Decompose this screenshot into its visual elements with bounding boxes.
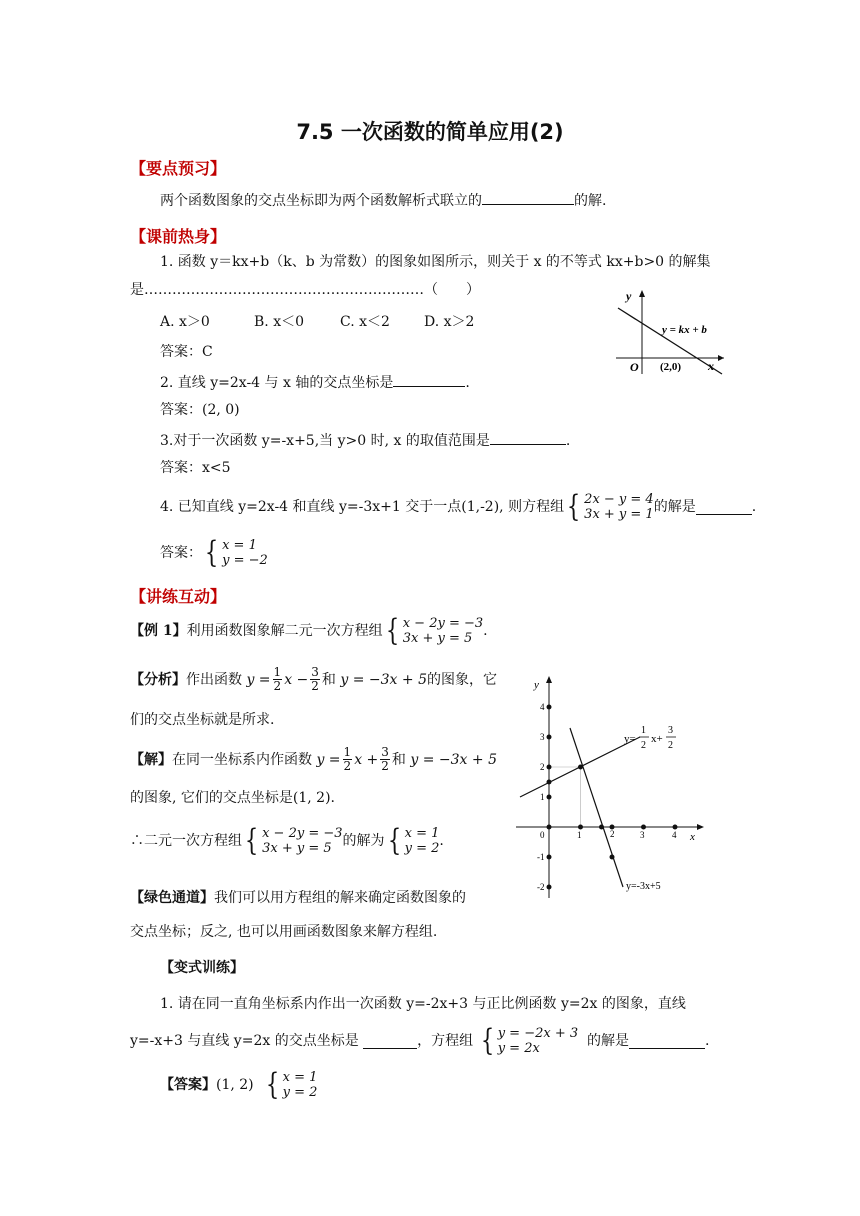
green-channel-line-1: 【绿色通道】我们可以用方程组的解来确定函数图象的: [130, 890, 466, 906]
origin-label: O: [630, 360, 639, 374]
variant-question-1: 1. 请在同一直角坐标系内作出一次函数 y=-2x+3 与正比例函数 y=2x 的图象，直线: [160, 996, 686, 1012]
x-axis-label: x: [708, 359, 714, 373]
y-tick-1: 1: [540, 792, 545, 802]
line-1-label-frac2-d: 2: [668, 740, 673, 751]
x-tick-3: 3: [640, 830, 645, 840]
conclusion: ∴二元一次方程组 { x − 2y = −3 3x + y = 5 的解为 { x = 1 y = 2 .: [130, 823, 444, 858]
answer-2: 答案：(2, 0): [160, 402, 240, 418]
section-heading-warmup: 【课前热身】: [130, 227, 227, 246]
green-channel-line-2: 交点坐标；反之, 也可以用画函数图象来解方程组.: [130, 924, 438, 940]
question-4-text: 4. 已知直线 y=2x-4 和直线 y=-3x+1 交于一点(1,-2), 则方程组 { 2x − y = 4 3x + y = 1 的解是 .: [160, 489, 757, 524]
preview-text: 两个函数图象的交点坐标即为两个函数解析式联立的 的解.: [160, 190, 606, 211]
line-equation-label: y = kx + b: [662, 324, 707, 336]
figure-kx-plus-b: [610, 286, 730, 378]
question-2-text: 2. 直线 y=2x-4 与 x 轴的交点坐标是 .: [160, 372, 470, 393]
solution-line-2: 的图象, 它们的交点坐标是(1, 2).: [130, 790, 335, 806]
x-axis-label: x: [690, 831, 695, 843]
question-3-text: 3.对于一次函数 y=-x+5,当 y>0 时, x 的取值范围是 .: [160, 430, 570, 451]
solution-line-1: 【解】 在同一坐标系内作函数 y = $\frac{1}{2}$ x + $\frac{3}{2}$ 和 y = −3x + 5: [130, 745, 497, 773]
line-1-label-frac-d: 2: [641, 740, 646, 751]
question-1-text-cont: 是……………………………………………………（ ）: [130, 282, 480, 298]
y-axis-label: y: [534, 679, 539, 691]
section-heading-practice: 【讲练互动】: [130, 587, 227, 606]
page-title: 7.5 一次函数的简单应用(2): [296, 120, 564, 144]
option-b: B. x＜0: [254, 314, 304, 330]
variant-answer: 【答案】 (1, 2) { x = 1 y = 2: [160, 1067, 318, 1102]
answer-1: 答案：C: [160, 344, 213, 360]
variant-heading: 【变式训练】: [160, 960, 244, 976]
intersection-point: [578, 765, 583, 770]
option-d: D. x＞2: [424, 314, 475, 330]
y-tick-3: 3: [540, 732, 545, 742]
y-tick-neg1: -1: [537, 852, 545, 862]
y-tick-2: 2: [540, 762, 545, 772]
x-tick-2: 2: [610, 829, 615, 839]
x-tick-4: 4: [672, 830, 677, 840]
option-a: A. x＞0: [160, 314, 210, 330]
section-heading-preview: 【要点预习】: [130, 159, 227, 178]
origin-label: 0: [540, 830, 545, 840]
line-1-label-mid: x+: [651, 733, 663, 745]
line-1-label-frac-n: 1: [641, 725, 646, 736]
option-c: C. x＜2: [340, 314, 390, 330]
x-tick-1: 1: [577, 830, 582, 840]
answer-3: 答案：x<5: [160, 460, 231, 476]
intercept-label: (2,0): [660, 361, 682, 373]
figure-two-lines: [510, 670, 710, 902]
line-1-label-prefix: y=: [624, 733, 636, 745]
line-2-label: y=-3x+5: [626, 881, 661, 892]
y-tick-neg2: -2: [537, 882, 545, 892]
equation-system: { 2x − y = 4 3x + y = 1: [566, 489, 654, 524]
example-1: 【例 1】 利用函数图象解二元一次方程组 { x − 2y = −3 3x + y = 5 .: [130, 613, 488, 648]
answer-4: 答案： { x = 1 y = −2: [160, 535, 268, 570]
y-axis-label: y: [626, 289, 632, 303]
y-tick-4: 4: [540, 702, 545, 712]
analysis-line-1: 【分析】 作出函数 y = $\frac{1}{2}$ x − $\frac{3}{2}$ 和 y = −3x + 5 的图象，它: [130, 665, 497, 693]
variant-question-1-cont: y=-x+3 与直线 y=2x 的交点坐标是 ，方程组 { y = −2x + 3 y = 2x 的解是 .: [130, 1023, 710, 1058]
answer-blank: [482, 190, 574, 205]
line-1-label-frac2-n: 3: [668, 725, 673, 736]
analysis-line-2: 们的交点坐标就是所求.: [130, 712, 275, 728]
line-neg3x-plus-5: [570, 728, 623, 887]
question-1-text: 1. 函数 y＝kx+b（k、b 为常数）的图象如图所示，则关于 x 的不等式 kx+b>0 的解集: [160, 254, 711, 270]
